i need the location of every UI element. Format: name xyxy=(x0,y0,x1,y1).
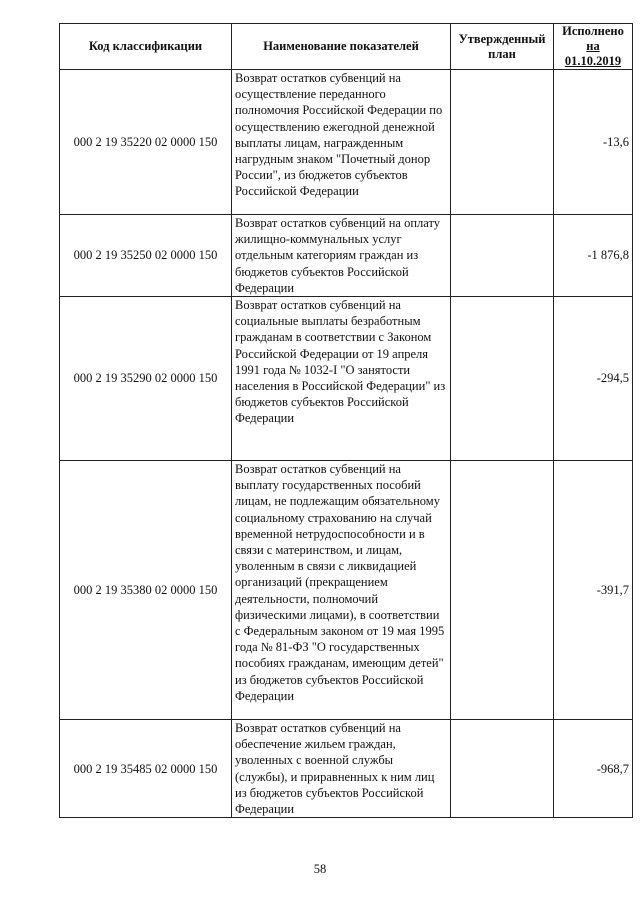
page-number: 58 xyxy=(313,862,327,876)
header-plan: Утвержденный план xyxy=(451,24,554,70)
row-plan xyxy=(451,461,554,720)
header-done-line2: на 01.10.2019 xyxy=(564,39,622,68)
row-code: 000 2 19 35485 02 0000 150 xyxy=(60,720,232,818)
row-name: Возврат остатков субвенций на обеспечение жильем граждан, уволенных с военной службы (службы), и приравненных к ним лиц из бюджетов субъектов Российской Федерации xyxy=(232,720,451,818)
table-row xyxy=(60,720,633,818)
table-row xyxy=(60,297,633,461)
table-row xyxy=(60,461,633,720)
row-code: 000 2 19 35290 02 0000 150 xyxy=(60,297,232,461)
row-name: Возврат остатков субвенций на осуществление переданного полномочия Российской Федерации по осуществлению ежегодной денежной выплаты лицам, награжденным нагрудным знаком "Почетный донор России", из бюджетов субъектов Российской Федерации xyxy=(232,70,451,215)
row-plan xyxy=(451,70,554,215)
header-done-line1: Исполнено xyxy=(562,24,624,38)
row-code: 000 2 19 35250 02 0000 150 xyxy=(60,215,232,297)
row-plan xyxy=(451,215,554,297)
row-done: -1 876,8 xyxy=(554,215,633,297)
header-name: Наименование показателей xyxy=(232,24,451,70)
row-done: -968,7 xyxy=(554,720,633,818)
row-code: 000 2 19 35380 02 0000 150 xyxy=(60,461,232,720)
row-name: Возврат остатков субвенций на оплату жилищно-коммунальных услуг отдельным категориям граждан из бюджетов субъектов Российской Федерации xyxy=(232,215,451,297)
table-row xyxy=(60,70,633,215)
table-header-row xyxy=(60,24,633,70)
header-code: Код классификации xyxy=(60,24,232,70)
row-plan xyxy=(451,297,554,461)
row-name: Возврат остатков субвенций на социальные выплаты безработным гражданам в соответствии с Законом Российской Федерации от 19 апреля 1991 года № 1032-I "О занятости населения в Российской Федерации" из бюджетов субъектов Российской Федерации xyxy=(232,297,451,461)
row-name: Возврат остатков субвенций на выплату государственных пособий лицам, не подлежащим обязательному социальному страхованию на случай временной нетрудоспособности и в связи с материнством, и лицам, уволенным в связи с ликвидацией организаций (прекращением деятельности, полномочий физическими лицами), в соответствии с Федеральным законом от 19 мая 1995 года № 81-ФЗ "О государственных пособиях гражданам, имеющим детей" из бюджетов субъектов Российской Федерации xyxy=(232,461,451,720)
row-code: 000 2 19 35220 02 0000 150 xyxy=(60,70,232,215)
row-done: -294,5 xyxy=(554,297,633,461)
row-done: -13,6 xyxy=(554,70,633,215)
budget-table xyxy=(59,23,633,818)
row-plan xyxy=(451,720,554,818)
header-done xyxy=(554,24,633,70)
table-row xyxy=(60,215,633,297)
row-done: -391,7 xyxy=(554,461,633,720)
